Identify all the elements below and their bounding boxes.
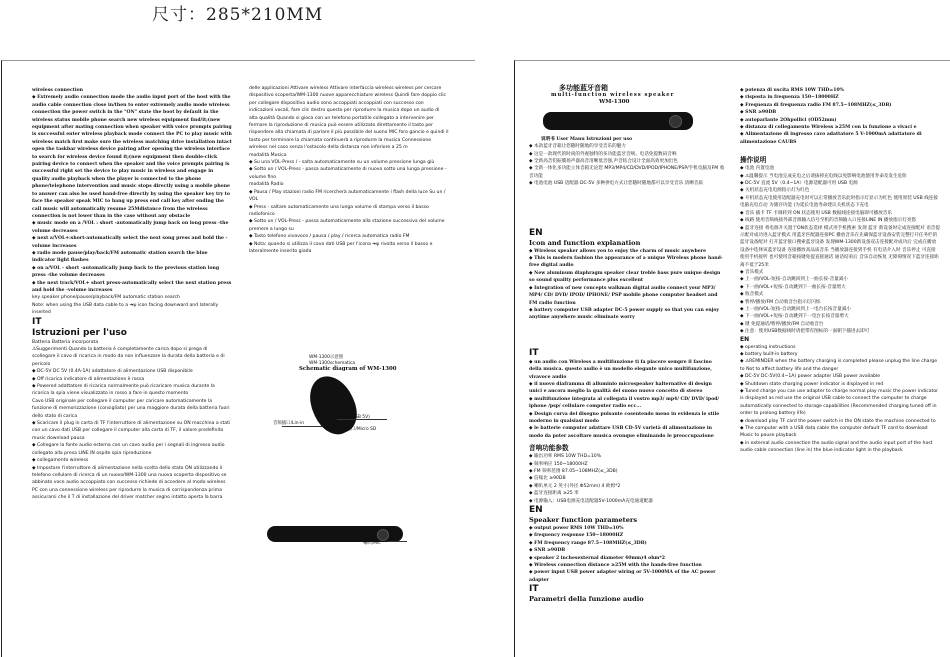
param-item: ◆ power input USB power adapter wiring or 5V-1000MA of the AC power adapter <box>529 569 725 584</box>
param-item: ◆ SNR ≥90DB <box>529 547 725 554</box>
param-item: ◆ speaker 2 inchesexternal diameter 40mm)4 ohm*2 <box>529 555 725 562</box>
schematic-diagram <box>237 351 467 561</box>
feature-item: ◆ battery computer USB adapter DC-5 power supply so that you can enjoy anytime anywhere music eliminate worry <box>529 307 725 322</box>
paragraph: ◆ Extremely audio connection mode the audio input port of the host with the audio cable connection close in/then to enter extremely audio mode wireless connection the power switch in the "ON" state the boot by default in the wireless status mobile phone search new wireless equipment find/it;(new equipment after mating connection when speaker with voice prompts pairing is successful enter wireless playback mode connect the PC to play music with wireless match first make sure the wireless matching drive installation intact open the taskbar wireless device pairing after opening the wireless interface to search for wireless device found it;(new equipment then double-click pairing device to connect when the speaker and the voice prompts pairing is successful right set the device to play music in wireless and engage in quality audio playback when the player is connected to the phone phone/telephone intervention and music stops directly using a mobile phone to answer can also be used hand-free directly by using the speaker key try to face the speaker speak MIC to hang up press end call key after ending the call music will automatically resume 25Mdistance from the wireless connection is not lower than in the case without any obstacle <box>32 94 232 220</box>
param-item: ◆ FM 频率范围 87.05~108MHZ(≤_3DB) <box>529 468 725 475</box>
paragraph: ◆ Tasto telefono vivavoce / pausa / play / ricerca automatica radio FM <box>249 233 449 240</box>
right-page <box>514 60 950 657</box>
feature-item: ◆ multifunzione integrata al collegata il vostro mp3/ mp4/ CD/ DVD/ ipod/ iphone /psp/ cellulare computer radio ecc... <box>529 396 725 411</box>
usb-label: USB <box>337 421 347 426</box>
speaker-knob-icon <box>377 529 389 541</box>
diagram-title-1: WM-1300示意图 <box>309 355 344 360</box>
left-page <box>1 60 475 657</box>
ops-item: ◆ 蓝牙连接 将电源开关置于ON状态选择 模式用手机搜索 发现 蓝牙 新设备时完成连接配对 语音提示配对成功进入蓝牙模式 用蓝牙匹配器连接PC 播放音乐在先确保蓝牙设备安装完整打开任务栏的蓝牙设备配对 打开蓝牙接口搜索蓝牙设备 发现WM-1300新设备双击连接配对成功后 完成在播放设备中选择该蓝牙设备 连接播放高品质音乐 当播放器连接到手机 有电话介入时 音乐停止 可直接使用手机接听 也可使用音箱按键免提直接通话 通话结束后 音乐自动恢复 无障碍情况下蓝牙连接距离不低于25米 <box>740 225 940 269</box>
feature-item: ◆ le batterie computer adattare USB CD-5V varietà di alimentazione in modo da poter ascoltare musica ovunque eliminando le preoccupazione <box>529 425 725 440</box>
ops-item: ◆ 开机状态充电使用适配器充电时可以正常播放音乐此时指示灯显示为红色 使用原装 USB 线连接电脑充电自动 为储存功能 (为延长电池寿命建议关机状态下充电 <box>740 195 940 210</box>
en-tag-3: EN <box>740 335 750 343</box>
feature-item: ◆ Wireless speaker allows you to enjoy the charm of music anywhere <box>529 248 725 255</box>
ops-item: ◆ in external audio connection the audio signal and the audio input port of the host audio cable connection (line in) the blue indicator light in the playback <box>740 440 940 455</box>
diagram-title-2: WM-1300schematica <box>309 361 356 366</box>
param-item: ◆ frequency response 150~18000HZ <box>529 532 725 539</box>
manual-line: 说明书 User Manu Istruzioni per uso <box>541 136 633 142</box>
paragraph: ◆ Sotto un / VOL-Press - passa automaticamente alla stazione successiva del volume premere a lungo su <box>249 218 449 233</box>
ops-item: ◆ operating instructions <box>740 344 940 351</box>
feature-item: ◆ il nuovo diaframma di alluminio microspeaker halternative di design unici e ancora meglio la qualità del suono nuovo concetto di stereo <box>529 381 725 396</box>
param-item: ◆ potenza di uscita RMS 10W THD=10% <box>740 87 940 94</box>
right-column-1 <box>529 83 725 604</box>
usb-port-label: USB接口 (USB 5V) <box>331 415 370 420</box>
param-item: ◆ 信噪比 ≥90DB <box>529 475 725 482</box>
paragraph: ◆ Scaricare il plug in carta di TF l'interruttore di alimentazione su ON macchina a stati con un cavo dati USB per collegare il computer alla carta di TF, il valore predefinito music download pausa <box>32 420 232 442</box>
ops-item: ◆ 音乐 插卡 TF 卡调转到 ON 状态使用 USB 数据线连接电脑即可播放音乐 <box>740 210 940 217</box>
paragraph: ◆ DC-5V DC 5V (0.4A-1A) adattatore di alimentazione USB disponibile <box>32 368 232 375</box>
param-item: ◆ output power RMS 10W THD=10% <box>529 525 725 532</box>
feature-item: ◆ 这是一款现代的时尚的外观独特的多功能蓝牙音响。电话免提数码音响 <box>529 151 725 158</box>
paragraph: ◆ Press - saltare automaticamente una lunga volume di stampa verso il basso radiofonico <box>249 204 449 219</box>
paragraph: wireless connection <box>32 88 84 93</box>
paragraph: ◆ Pausa / Play stazioni radio FM ricercherà automaticamente i flash della luce Su un / VOL <box>249 189 449 204</box>
paragraph: key speaker phone/pause/playback/FM automatic station search <box>32 295 180 301</box>
paragraph: ◆ Nota: quando si utilizza il cavo dati USB per l'icona ➔ψ rivolta verso il basso e lateralmente inserito giada <box>249 241 449 256</box>
ops-item: ◆ 关机状态充电电源指示灯为红色 <box>740 187 940 194</box>
paragraph: ⚠Suggerimenti Quando la batteria è completamente carica dopo si prega di scollegare il cavo di ricarica in modo da non influenzare la durata della batteria e di pericolo <box>32 347 225 367</box>
ops-item: ◆ DC-5V 直流 5V（0.4~1A）电源适配器可用 USB 电源 <box>740 180 940 187</box>
ops-item: ◆ ⚠REMINDER when the battery charging is completed please unplug the line charge to Not to affect battery life and the danger <box>740 358 940 373</box>
ops-item: ◆ 收音模式 <box>740 291 940 298</box>
feature-item: ◆ un audio con Wireless a multifunzione ti fa piacere sempre il fascino della musica. questo audio è un modello elegante unico multifunzione, vivavoce audio <box>529 359 725 381</box>
product-title-en: multi-function wireless speaker <box>551 92 675 98</box>
paragraph: delle applicazioni Attivare wireless Attivare interfaccia wireless wireless per cercare dispositivo scoperta/WM-1300 nuove apparecchiature wireless Quindi fare doppio clic per collegare dispositivo audio sono accoppiati accoppiati con successo con indicazioni vocali, fare clic destro questo per riprodurre la musica dopo un audio di alta qualità Quando si gioca con un telefono portatile collegato a intervenire per fermare la riproduzione di musica può essere utilizzato direttamente il tasto per rispondere alla chiamata di parlare il più possibile del suono MIC foro gancio e quindi il tasto per terminare la chiamata continuerà a riprodurre la musica Connessione wireless nel caso senza l'ostacolo della distanza non inferiore a 25 m <box>249 86 449 151</box>
param-item: ◆ Wireless connection distance ≥25M with the hands-free function <box>529 562 725 569</box>
ops-item: ◆ download play TF card the power switch in the ON state the machine connected to <box>740 418 940 425</box>
it-tag-1: IT <box>529 347 539 358</box>
ops-item: ◆ 上一曲/VOL-短按-自动跳回到上一电台长按音量减小 <box>740 306 940 313</box>
line-in-label: 音频插口/Lin-in <box>273 421 305 426</box>
ops-item: ◆ DC-5V DC-5V(0.4~1A) power adapter USB power available <box>740 373 940 380</box>
paragraph: ◆ on a/VOL - short -automatically jump back to the previous station long press -the volume decreases <box>32 265 232 280</box>
params-it-heading: Parametri della funzione audio <box>529 595 644 604</box>
ops-item: ◆ 下一曲/VOL+短按-自动跳到下一曲长按-音量增大 <box>740 284 940 291</box>
param-item: ◆ risposta in frequenza 150~18000HZ <box>740 94 940 101</box>
product-model: WM-1300 <box>599 99 630 106</box>
ops-item: ◆ 电池 内置电池 <box>740 165 940 172</box>
feature-item: ◆ 全新高音铝振膜扬声器高音清晰低音强,声音结合设计全面高效更加出色 <box>529 158 725 165</box>
ops-item: ◆ 暂停/播放/FM 自动收音台指示灯闪烁 <box>740 299 940 306</box>
feature-item: ◆ Design curva del disegno pulsante cosentendo meno in evidenza le stile moderno in qualsiasi modo <box>529 411 725 426</box>
paragraph: ◆ Sotto un / VOL-Press - passa automaticamente di nuovo sotto una lunga pressione - volume fino <box>249 166 449 181</box>
ops-item: ◆ 注意：使用USB数据线时请把带有图标的一面朝下插进去即可 <box>740 328 940 335</box>
left-column-1 <box>32 87 232 502</box>
feature-item: ◆ New aluminum diaphragm speaker clear treble bass pure unique design so sound quality performance plus excellent <box>529 270 725 285</box>
feature-item: ◆ 电池电池 USB 适配器 DC-5V 多种供电方式让您随时随地都可以享受音乐 清晰音质 <box>529 180 725 187</box>
right-column-2 <box>740 87 940 455</box>
it-heading: Istruzioni per l'uso <box>32 327 127 338</box>
ops-item: ◆ 音乐模式 <box>740 269 940 276</box>
paragraph: ◆ Collegare la fonte audio esterna con un cavo audio per i segnali di ingresso audio collegato alla presa LINE IN ospite spia riproduzione <box>32 442 232 457</box>
param-item: ◆ FM frequency range 87.5~108MHZ(≤_3DB) <box>529 540 725 547</box>
paragraph: modalità Musica <box>249 152 287 158</box>
params-en-heading: Speaker function parameters <box>529 516 638 525</box>
param-item: ◆ 喇叭单元 2 英寸(外径 Φ52mm) 4 欧姆*2 <box>529 483 725 490</box>
paragraph: ◆ music mode on a /VOL : short -automatically jump back on long press -the volume decreases <box>32 220 232 235</box>
ops-item: ◆ 下一曲/VOL+短按-自动跳到下一电台长按音量增大 <box>740 313 940 320</box>
param-item: ◆ 频率响应 150~18000HZ <box>529 461 725 468</box>
it-tag: IT <box>32 316 42 327</box>
feature-item: ◆ Integration of new concepts walkman digital audio connect your MP3/ MP4/ CD/ DVD/ IPOD/ IPHONE/ PSP mobile phone computer headset and FM radio function <box>529 285 725 307</box>
mic-label: 喇叭/Mic <box>363 541 381 546</box>
ops-heading: 操作说明 <box>740 156 767 165</box>
paragraph: ◆ the next track/VOL+ short press-automatically select the next station press and hold the -volume increases <box>32 280 232 295</box>
paragraph: ◆ next a/VOL+:short-automatically select the next song press and hold the -volume increases <box>32 235 232 250</box>
param-item: ◆ Frequenza di frequenza radio FM 87.5~108MHZ(≤_3DB) <box>740 102 940 109</box>
ops-item: ◆ Tuned charge you can use adapter to charge normal play music the power indicator is displayed as red use the original USB cable to connect the computer to charge automatically connected to storage capabilities (Recommended charging tuned off in order to prolong battery life) <box>740 388 940 418</box>
paragraph: ◆ radio mode pause/play/back/FM automatic station search the blue indicator light flashes <box>32 250 232 265</box>
ops-item: ◆ ⚠温馨提示 当电池完成充电之后请拔掉充电线以免影响电池使用寿命及发生危险 <box>740 173 940 180</box>
diagram-title-3: Schematic diagram of WM-1300 <box>299 366 397 372</box>
ops-item: ◆ Shutdown state charging power indicator is displayed in red <box>740 381 940 388</box>
feature-item: ◆ 本款蓝牙音箱让您随时随地的享受音乐的魅力 <box>529 143 725 150</box>
paragraph: Batteria Batteria incorporata <box>32 339 99 345</box>
feature-item: ◆ This is modern fashion the appearance of a unique Wireless phone hand-free digital audio <box>529 255 725 270</box>
paragraph: Cavo USB originale per collegare il computer per caricare automaticamente la funzione di memorizzazione (consigliato) per una maggiore durata della batteria fuori dello stato di carica <box>32 398 230 419</box>
left-column-2 <box>249 85 449 255</box>
en-heading-icon-function: Icon and function explanation <box>529 238 641 247</box>
feature-item: ◆ 全新一体化多功能立体音箱无论您 MP3/MP4/CD/DVD/IPOD/IPHONE/PSP/手机电脑及FM 收音功能 <box>529 165 725 180</box>
param-item: ◆ distanza di collegamento Wireless ≥25M con la funzione a vivaci e <box>740 124 940 131</box>
param-item: ◆ 电源输入：USB电源充电适配器5V-1000mA充电通道配器 <box>529 498 725 505</box>
speaker-photo-knob-icon <box>669 115 682 128</box>
paragraph: ◆ Off ricarica indicatore di alimentazione è rossa <box>32 376 232 383</box>
param-item: ◆ 蓝牙连接距离 ≥25 米 <box>529 490 725 497</box>
param-item: ◆ SNR ≥90DB <box>740 109 940 116</box>
paragraph: modalità Radio <box>249 182 284 188</box>
ops-item: ◆ 上一曲/VOL-短按-自动跳回到上一曲长按-音量减小 <box>740 276 940 283</box>
paragraph: ◆ Su una VOL-Press / - salta automaticamente su un volume pressione lunga giù <box>249 159 449 166</box>
size-header: 尺寸：285*210MM <box>152 5 324 25</box>
ops-item: ◆ 键 免提通话/暂停/播放/FM 自动收音台 <box>740 321 940 328</box>
param-item: ◆ Alimentazione di ingresso cavo adattatore 5 V-1000mA adattatore di alimentazione CAUBS <box>740 131 940 146</box>
param-item: ◆ 输出功率 RMS 10W THD=10% <box>529 453 725 460</box>
ops-item: ◆ The computer with a USB data cable the computer default TF card to download Music to pause playback <box>740 425 940 440</box>
paragraph: ◆ Impostare l'interruttore di alimentazione nella scelta dello stato ON utilizzando il telefono cellulare di ricerca di un nuovo/WM-1300 una nuova scoperta dispositivo se abbinato voce audio accoppiato con successo richiede di accedere al modo wireless PC con una connessione wireless per riprodurre la musica di corrispondenza prima assicurarsi che il T di installazione del driver matcher segno intatto aperta la barra <box>32 465 232 502</box>
ops-item: ◆ battery built-in battery <box>740 351 940 358</box>
tf-port-label: TF卡接口/Micro SD <box>337 427 377 432</box>
product-title-cn: 多功能蓝牙音箱 <box>559 83 608 92</box>
it-tag-2: IT <box>529 584 539 595</box>
params-cn-heading: 音响功能参数 <box>529 444 569 453</box>
paragraph: Note: when using the USB data cable to a ➔ψ icon facing downward and laterally inserted <box>32 302 219 316</box>
paragraph: ◆ collegamento wireless <box>32 457 232 464</box>
en-tag-2: EN <box>529 505 543 516</box>
ops-item: ◆ 线路 使用音频线接外部音源输入信号至机的音频输入口连接LINE IN 播放指示灯亮悠 <box>740 217 940 224</box>
paragraph: ◆ Powered adattatore di ricarica normalmente può ricaricare musica durante la ricarica la spia viene visualizzato in rosso a fare in questo momento <box>32 383 232 398</box>
en-tag-1: EN <box>529 227 543 238</box>
param-item: ◆ autoparlante 2Ohpollici (OD52mm) <box>740 117 940 124</box>
